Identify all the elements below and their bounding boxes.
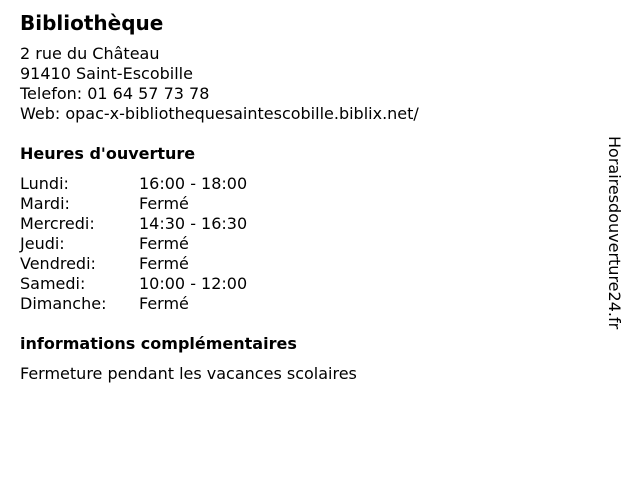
day-label: Vendredi: xyxy=(20,254,96,273)
hours-heading: Heures d'ouverture xyxy=(20,144,196,163)
day-label: Lundi: xyxy=(20,174,69,193)
day-hours: Fermé xyxy=(139,254,189,273)
day-label: Jeudi: xyxy=(20,234,65,253)
hours-row-thursday xyxy=(20,234,600,254)
day-hours: Fermé xyxy=(139,294,189,313)
hours-row-tuesday xyxy=(20,194,600,214)
day-hours: Fermé xyxy=(139,234,189,253)
day-label: Dimanche: xyxy=(20,294,107,313)
hours-row-wednesday xyxy=(20,214,600,234)
additional-info-text: Fermeture pendant les vacances scolaires xyxy=(20,364,357,383)
hours-table xyxy=(20,174,600,314)
library-name: Bibliothèque xyxy=(20,11,164,35)
hours-row-monday xyxy=(20,174,600,194)
library-info xyxy=(20,10,600,384)
address-line-2: 91410 Saint-Escobille xyxy=(20,64,193,83)
hours-row-friday xyxy=(20,254,600,274)
day-hours: Fermé xyxy=(139,194,189,213)
day-label: Mercredi: xyxy=(20,214,95,233)
day-hours: 10:00 - 12:00 xyxy=(139,274,248,293)
hours-row-saturday xyxy=(20,274,600,294)
site-watermark: Horairesdouverture24.fr xyxy=(605,136,624,330)
hours-row-sunday xyxy=(20,294,600,314)
phone-number: Telefon: 01 64 57 73 78 xyxy=(20,84,210,103)
day-hours: 14:30 - 16:30 xyxy=(139,214,248,233)
day-label: Mardi: xyxy=(20,194,70,213)
website: Web: opac-x-bibliothequesaintescobille.biblix.net/ xyxy=(20,104,419,123)
address-line-1: 2 rue du Château xyxy=(20,44,160,63)
day-label: Samedi: xyxy=(20,274,86,293)
additional-info-heading: informations complémentaires xyxy=(20,334,297,353)
day-hours: 16:00 - 18:00 xyxy=(139,174,248,193)
